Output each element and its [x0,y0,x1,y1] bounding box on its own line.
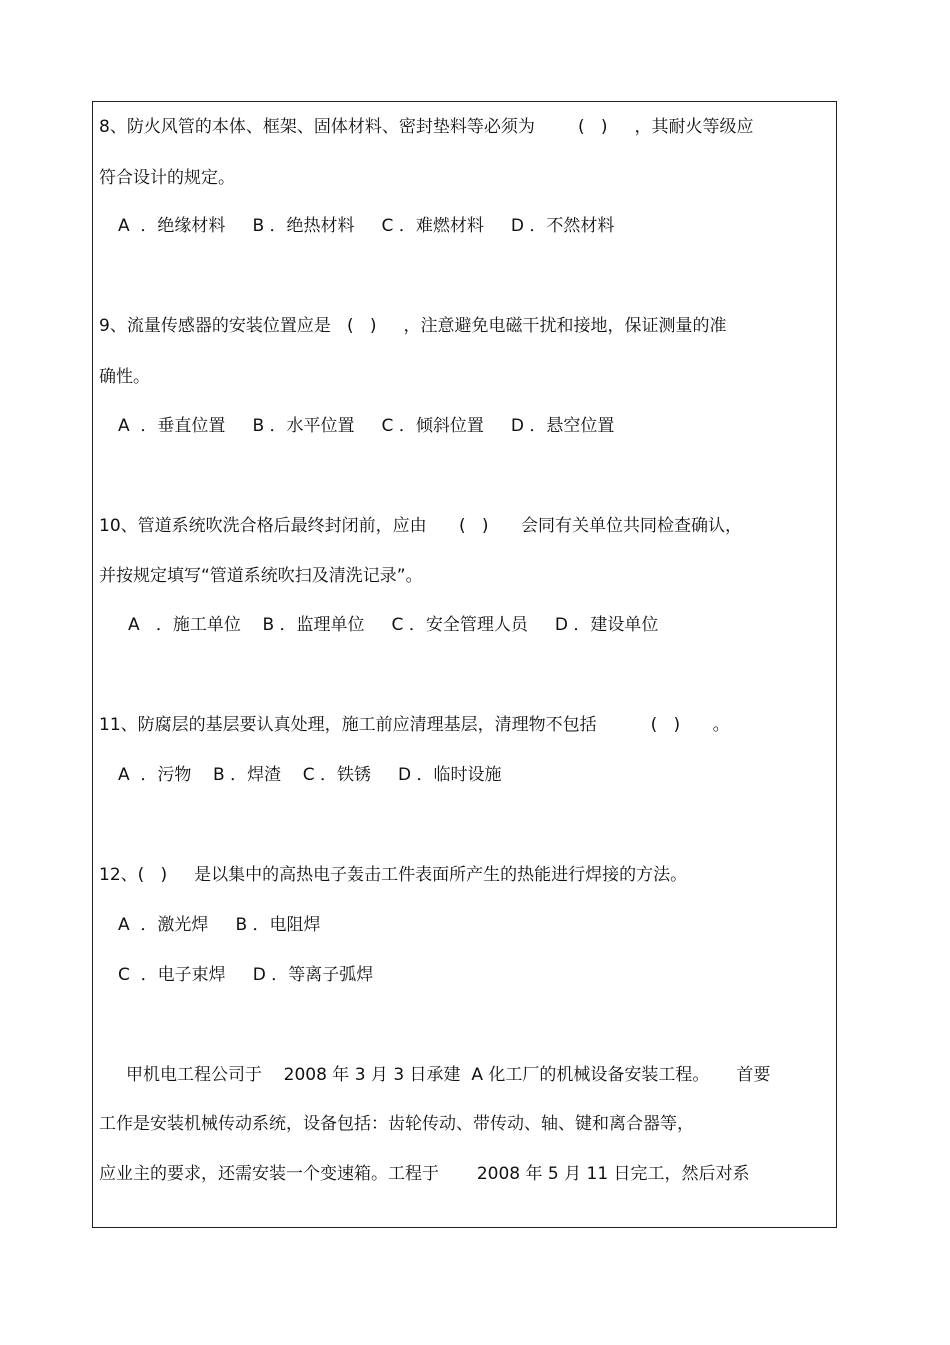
question-9-line-1: 9、流量传感器的安装位置应是 ( ) ，注意避免电磁干扰和接地，保证测量的准 [99,316,727,336]
question-12-options-1: A ．激光焊 B ．电阻焊 [118,915,321,935]
question-12-line-1: 12、( ) 是以集中的高热电子轰击工件表面所产生的热能进行焊接的方法。 [99,865,688,885]
question-9-line-2: 确性。 [99,367,150,387]
question-12-options-2: C ．电子束焊 D ．等离子弧焊 [118,965,374,985]
question-8-line-2: 符合设计的规定。 [99,168,235,188]
case-text-line-2: 工作是安装机械传动系统，设备包括：齿轮传动、带传动、轴、键和离合器等， [99,1114,694,1134]
question-10-line-2: 并按规定填写“管道系统吹扫及清洗记录”。 [99,566,423,586]
question-10-options: A ．施工单位 B ．监理单位 C ．安全管理人员 D ．建设单位 [128,615,659,635]
question-8-line-1: 8、防火风管的本体、框架、固体材料、密封垫料等必须为 ( ) ，其耐火等级应 [99,117,754,137]
question-11-line-1: 11、防腐层的基层要认真处理，施工前应清理基层，清理物不包括 ( ) 。 [99,715,730,735]
question-10-line-1: 10、管道系统吹洗合格后最终封闭前，应由 ( ) 会同有关单位共同检查确认， [99,516,742,536]
question-8-options: A ．绝缘材料 B ．绝热材料 C ．难燃材料 D ．不然材料 [118,216,615,236]
case-text-line-3: 应业主的要求，还需安装一个变速箱。工程于 2008 年 5 月 11 日完工，然后对系 [99,1164,750,1184]
question-box [92,101,837,1228]
question-11-options: A ．污物 B ．焊渣 C ．铁锈 D ．临时设施 [118,765,502,785]
case-text-line-1: 甲机电工程公司于 2008 年 3 月 3 日承建 A 化工厂的机械设备安装工程。 首要 [99,1065,771,1085]
question-9-options: A ．垂直位置 B ．水平位置 C ．倾斜位置 D ．悬空位置 [118,416,615,436]
